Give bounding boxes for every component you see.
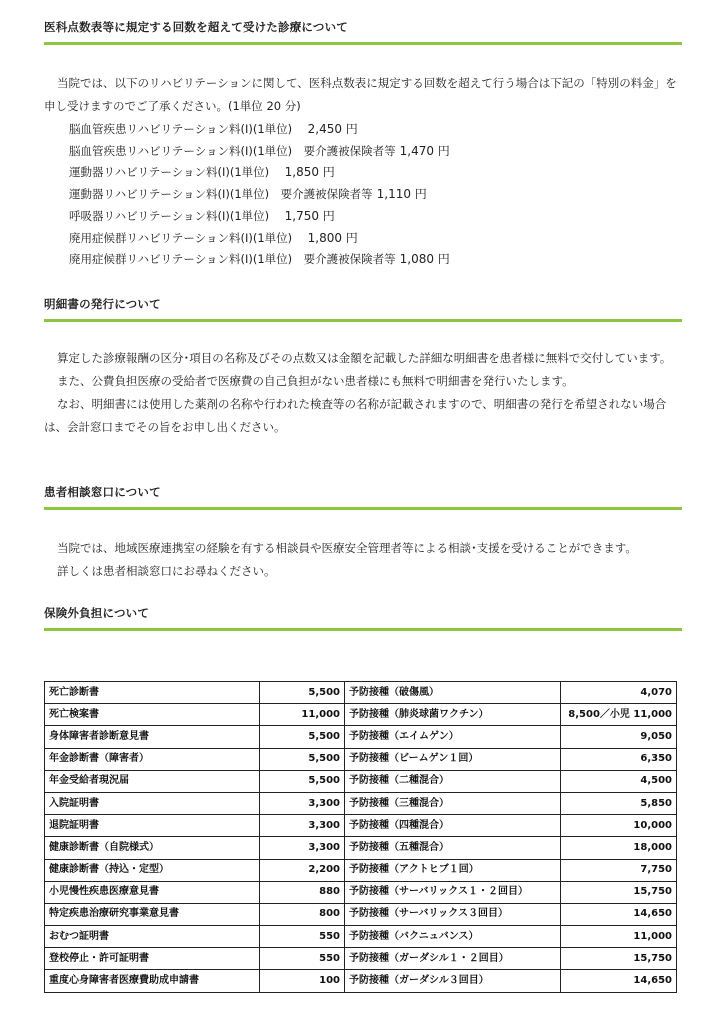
document-name-cell: 年金診断書（障害者）	[45, 748, 260, 770]
table-row	[45, 792, 677, 814]
rehab-fee-price: 1,750 円	[284, 208, 335, 223]
rehab-fee-item	[69, 119, 450, 141]
excess-visits-text: 当院では、以下のリハビリテーションに関して、医科点数表に規定する回数を超えて行う場合は下記の「特別の料金」を申し受けますのでご了承ください。(1単位 20 分)	[44, 76, 677, 113]
document-name-cell: おむつ証明書	[45, 926, 260, 948]
table-row	[45, 748, 677, 770]
statement-text-1: 算定した診療報酬の区分･項目の名称及びその点数又は金額を記載した詳細な明細書を患者様に無料で交付しています。	[57, 351, 672, 365]
vaccine-name-cell: 予防接種（アクトヒブ１回）	[345, 859, 561, 881]
table-row	[45, 970, 677, 992]
document-fee-cell: 800	[260, 903, 345, 925]
vaccine-name-cell: 予防接種（五種混合）	[345, 837, 561, 859]
document-name-cell: 身体障害者診断意見書	[45, 726, 260, 748]
vaccine-fee-cell: 4,500	[561, 770, 677, 792]
table-row	[45, 837, 677, 859]
document-name-cell: 健康診断書（持込・定型）	[45, 859, 260, 881]
rehab-fee-item	[69, 184, 450, 206]
section-title-consult: 患者相談窓口について	[44, 485, 682, 510]
document-fee-cell: 11,000	[260, 704, 345, 726]
section-title-statement: 明細書の発行について	[44, 297, 682, 322]
rehab-fee-label: 運動器リハビリテーション料(Ⅰ)(1単位)	[69, 165, 281, 180]
document-name-cell: 重度心身障害者医療費助成申請書	[45, 970, 260, 992]
vaccine-fee-cell: 5,850	[561, 792, 677, 814]
document-name-cell: 健康診断書（自院様式）	[45, 837, 260, 859]
rehab-fee-item	[69, 249, 450, 271]
document-name-cell: 登校停止・許可証明書	[45, 948, 260, 970]
document-name-cell: 死亡検案書	[45, 704, 260, 726]
document-name-cell: 死亡診断書	[45, 682, 260, 704]
document-fee-cell: 5,500	[260, 748, 345, 770]
document-fee-cell: 5,500	[260, 770, 345, 792]
table-row	[45, 881, 677, 903]
vaccine-name-cell: 予防接種（二種混合）	[345, 770, 561, 792]
table-row	[45, 726, 677, 748]
vaccine-name-cell: 予防接種（ガーダシル３回目）	[345, 970, 561, 992]
rehab-fee-price: 1,110 円	[376, 187, 427, 202]
vaccine-fee-cell: 6,350	[561, 748, 677, 770]
vaccine-fee-cell: 14,650	[561, 903, 677, 925]
rehab-fee-label: 運動器リハビリテーション料(Ⅰ)(1単位) 要介護被保険者等	[69, 187, 373, 202]
rehab-fee-label: 呼吸器リハビリテーション料(Ⅰ)(1単位)	[69, 208, 281, 223]
vaccine-name-cell: 予防接種（ビームゲン１回）	[345, 748, 561, 770]
document-name-cell: 特定疾患治療研究事業意見書	[45, 903, 260, 925]
statement-text-3: なお、明細書には使用した薬剤の名称や行われた検査等の名称が記載されますので、明細書の発行を希望されない場合は、会計窓口までその旨をお申し出ください。	[44, 397, 667, 434]
table-row	[45, 770, 677, 792]
vaccine-name-cell: 予防接種（三種混合）	[345, 792, 561, 814]
document-fee-cell: 2,200	[260, 859, 345, 881]
vaccine-name-cell: 予防接種（サーバリックス１・２回目）	[345, 881, 561, 903]
vaccine-fee-cell: 10,000	[561, 815, 677, 837]
statement-text-2: また、公費負担医療の受給者で医療費の自己負担がない患者様にも無料で明細書を発行いたします。	[57, 374, 574, 388]
vaccine-name-cell: 予防接種（サーバリックス３回目）	[345, 903, 561, 925]
rehab-fee-label: 脳血管疾患リハビリテーション料(Ⅰ)(1単位)	[69, 122, 304, 136]
vaccine-name-cell: 予防接種（破傷風）	[345, 682, 561, 704]
rehab-fee-list	[69, 119, 450, 271]
rehab-fee-price: 1,470 円	[399, 143, 450, 158]
rehab-fee-item	[69, 228, 450, 250]
table-row	[45, 903, 677, 925]
vaccine-name-cell: 予防接種（肺炎球菌ワクチン）	[345, 704, 561, 726]
table-row	[45, 859, 677, 881]
rehab-fee-label: 廃用症候群リハビリテーション料(Ⅰ)(1単位)	[69, 230, 304, 245]
table-row	[45, 948, 677, 970]
rehab-fee-item	[69, 162, 450, 184]
statement-paragraphs	[44, 347, 684, 439]
document-fee-cell: 550	[260, 926, 345, 948]
document-name-cell: 年金受給者現況届	[45, 770, 260, 792]
vaccine-fee-cell: 9,050	[561, 726, 677, 748]
table-row	[45, 682, 677, 704]
document-name-cell: 退院証明書	[45, 815, 260, 837]
rehab-fee-price: 2,450 円	[307, 122, 358, 136]
consult-text-2: 詳しくは患者相談窓口にお尋ねください。	[57, 564, 276, 578]
table-row	[45, 815, 677, 837]
vaccine-fee-cell: 11,000	[561, 926, 677, 948]
rehab-fee-label: 廃用症候群リハビリテーション料(Ⅰ)(1単位) 要介護被保険者等	[69, 252, 396, 267]
vaccine-name-cell: 予防接種（バクニュバンス）	[345, 926, 561, 948]
document-fee-cell: 5,500	[260, 726, 345, 748]
vaccine-name-cell: 予防接種（エイムゲン）	[345, 726, 561, 748]
consult-paragraphs	[44, 537, 684, 583]
consult-text-1: 当院では、地域医療連携室の経験を有する相談員や医療安全管理者等による相談･支援を受けることができます。	[57, 541, 637, 555]
vaccine-name-cell: 予防接種（ガーダシル１・２回目）	[345, 948, 561, 970]
document-fee-cell: 5,500	[260, 682, 345, 704]
vaccine-fee-cell: 7,750	[561, 859, 677, 881]
rehab-fee-item	[69, 141, 450, 163]
document-fee-cell: 550	[260, 948, 345, 970]
vaccine-fee-cell: 15,750	[561, 881, 677, 903]
vaccine-fee-cell: 4,070	[561, 682, 677, 704]
section-title-uninsured: 保険外負担について	[44, 606, 682, 631]
table-row	[45, 926, 677, 948]
vaccine-fee-cell: 14,650	[561, 970, 677, 992]
rehab-fee-label: 脳血管疾患リハビリテーション料(Ⅰ)(1単位) 要介護被保険者等	[69, 143, 396, 158]
rehab-fee-price: 1,850 円	[284, 165, 335, 180]
rehab-fee-price: 1,800 円	[307, 230, 358, 245]
excess-visits-paragraph	[44, 72, 684, 118]
document-name-cell: 入院証明書	[45, 792, 260, 814]
document-fee-cell: 3,300	[260, 815, 345, 837]
document-fee-cell: 100	[260, 970, 345, 992]
uninsured-fee-table	[44, 681, 677, 993]
rehab-fee-item	[69, 206, 450, 228]
vaccine-fee-cell: 18,000	[561, 837, 677, 859]
document-name-cell: 小児慢性疾患医療意見書	[45, 881, 260, 903]
section-title-excess-visits: 医科点数表等に規定する回数を超えて受けた診療について	[44, 20, 682, 45]
vaccine-name-cell: 予防接種（四種混合）	[345, 815, 561, 837]
document-fee-cell: 3,300	[260, 837, 345, 859]
document-fee-cell: 3,300	[260, 792, 345, 814]
vaccine-fee-cell: 8,500／小児 11,000	[561, 704, 677, 726]
rehab-fee-price: 1,080 円	[399, 252, 450, 267]
vaccine-fee-cell: 15,750	[561, 948, 677, 970]
document-fee-cell: 880	[260, 881, 345, 903]
table-row	[45, 704, 677, 726]
